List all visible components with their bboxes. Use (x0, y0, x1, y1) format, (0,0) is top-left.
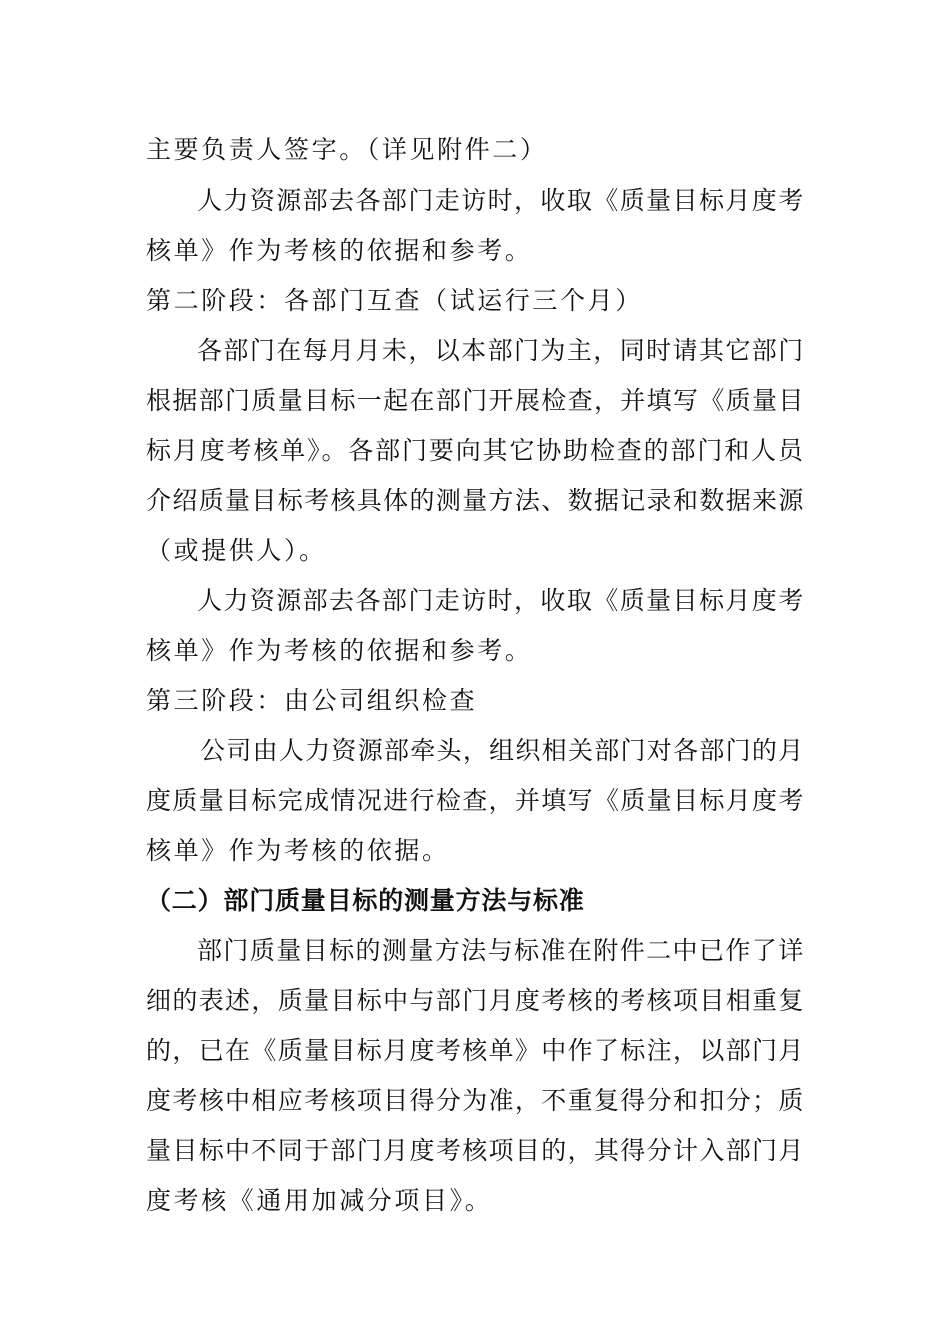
text-line: 度质量目标完成情况进行检查，并填写《质量目标月度考 (146, 786, 805, 815)
text-line: 核单》作为考核的依据和参考。 (146, 236, 533, 265)
text-line: 度考核中相应考核项目得分为准，不重复得分和扣分；质 (146, 1086, 805, 1115)
text-line: 核单》作为考核的依据和参考。 (146, 636, 533, 665)
text-line: 量目标中不同于部门月度考核项目的，其得分计入部门月 (146, 1136, 805, 1165)
text-line: 核单》作为考核的依据。 (146, 836, 450, 865)
text-line: 细的表述，质量目标中与部门月度考核的考核项目相重复 (146, 986, 805, 1015)
paragraph-first-line: 人力资源部去各部门走访时，收取《质量目标月度考 (197, 586, 805, 615)
text-line: （或提供人）。 (146, 536, 327, 565)
paragraph-first-line: 部门质量目标的测量方法与标准在附件二中已作了详 (197, 936, 805, 965)
stage-heading: 第二阶段：各部门互查（试运行三个月） (146, 286, 643, 315)
paragraph-first-line: 公司由人力资源部牵头，组织相关部门对各部门的月 (200, 736, 805, 765)
section-heading: （二）部门质量目标的测量方法与标准 (146, 886, 585, 915)
stage-heading: 第三阶段：由公司组织检查 (146, 686, 478, 715)
paragraph-first-line: 各部门在每月月未，以本部门为主，同时请其它部门 (197, 336, 805, 365)
text-line: 根据部门质量目标一起在部门开展检查，并填写《质量目 (146, 386, 805, 415)
text-line: 主要负责人签字。（详见附件二） (146, 135, 548, 164)
text-line: 的，已在《质量目标月度考核单》中作了标注，以部门月 (146, 1036, 805, 1065)
paragraph-first-line: 人力资源部去各部门走访时，收取《质量目标月度考 (197, 186, 805, 215)
text-line: 介绍质量目标考核具体的测量方法、数据记录和数据来源 (146, 486, 805, 515)
text-line: 度考核《通用加减分项目》。 (146, 1186, 493, 1215)
text-line: 标月度考核单》。各部门要向其它协助检查的部门和人员 (146, 436, 805, 465)
